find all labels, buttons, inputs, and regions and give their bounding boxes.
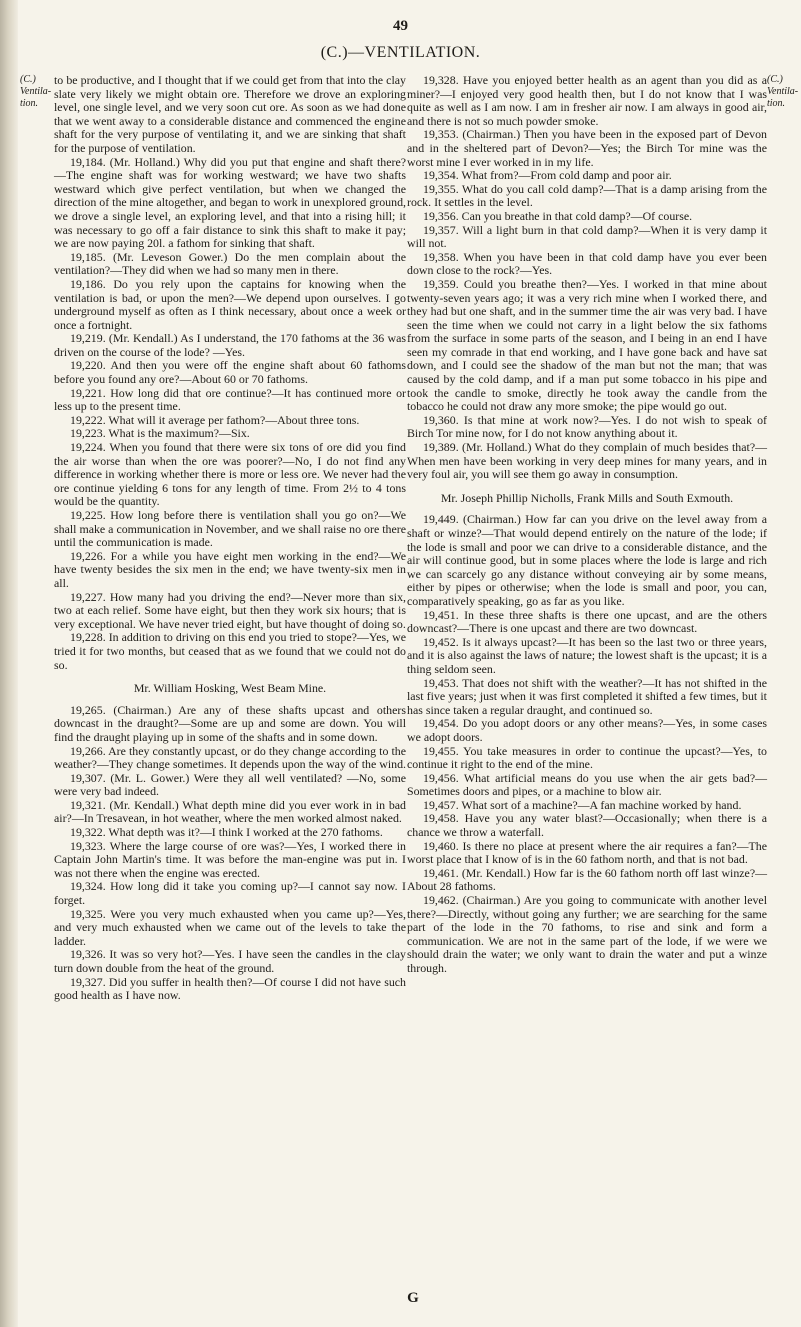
- paragraph: 19,355. What do you call cold damp?—That is a damp arising from the rock. It settles in the level.: [407, 181, 767, 210]
- paragraph: 19,219. (Mr. Kendall.) As I understand, the 170 fathoms at the 36 was driven on the course of the lode? —Yes.: [54, 331, 406, 359]
- paragraph: 19,185. (Mr. Leveson Gower.) Do the men complain about the ventilation?—They did when we had so many men in there.: [54, 249, 406, 278]
- margin-note-left-2: Ventila-: [20, 86, 52, 97]
- paragraph: 19,455. You take measures in order to continue the upcast?—Yes, to continue it right to the end of the mine.: [407, 743, 767, 772]
- paragraph: 19,353. (Chairman.) Then you have been in the exposed part of Devon and in the sheltered part of Devon?—Yes; the Birch Tor mine was the worst mine I ever worked in in my life.: [407, 127, 767, 169]
- margin-note-right-3: tion.: [767, 98, 786, 109]
- paragraph: 19,322. What depth was it?—I think I worked at the 270 fathoms.: [70, 825, 383, 840]
- paragraph: 19,354. What from?—From cold damp and poor air.: [423, 168, 672, 183]
- paragraph: 19,462. (Chairman.) Are you going to communicate with another level there?—Directly, without going any further; we are searching for the same part of the lode in the 70 fathoms, to rise and sink and form a communication. We are not in the same part of the lode, if we were we should drain the water; we only want to drain the water and put a winze through.: [407, 893, 767, 975]
- right-column: [407, 74, 767, 976]
- paragraph: 19,186. Do you rely upon the captains for knowing when the ventilation is bad, or upon the men?—We depend upon ourselves. I go underground myself as often as I think necessary, about once a week or once a fortnight.: [54, 276, 406, 332]
- paragraph: 19,356. Can you breathe in that cold damp?—Of course.: [423, 208, 693, 223]
- paragraph: 19,453. That does not shift with the weather?—It has not shifted in the last five years; just when it was first completed it shifted a few times, but it has since taken a regular draught, and continued so.: [407, 675, 767, 717]
- paragraph: 19,359. Could you breathe then?—Yes. I worked in that mine about twenty-seven years ago; it was a very rich mine when I worked there, and they had but one shaft, and in the summer time the air was very bad. I have seen the time when we could not carry in a light below the six fathoms from the surface in some parts of the season, and I being in an end I have seen my comrade in that end working, and I have gone back and have sat down, and I could see the shadow of the man but not the man; that was caused by the cold damp, and if a man put some tobacco in his pipe and took the candle to smoke, directly he took away the candle from the tobacco he could not draw any more smoke; the pipe would go out.: [407, 276, 767, 414]
- paragraph: 19,456. What artificial means do you use when the air gets bad?—Sometimes doors and pipes, or a machine to blow air.: [407, 770, 767, 799]
- page-number: 49: [393, 18, 408, 34]
- paragraph: 19,358. When you have been in that cold damp have you ever been down close to the rock?—Yes.: [407, 249, 767, 278]
- paragraph: 19,460. Is there no place at present where the air requires a fan?—The worst place that I know of is in the 60 fathom north, and that is not bad.: [407, 838, 767, 867]
- paragraph: 19,265. (Chairman.) Are any of these shafts upcast and others downcast in the draught?—Some are up and some are down. You will find the draught playing up in some of the shafts and in some down.: [54, 702, 406, 744]
- margin-note-left-3: tion.: [20, 98, 39, 109]
- paragraph: 19,457. What sort of a machine?—A fan machine worked by hand.: [423, 797, 742, 812]
- paragraph: 19,449. (Chairman.) How far can you drive on the level away from a shaft or winze?—That would depend entirely on the nature of the lode; if the lode is small and poor we can drive to a considerable distance, and the air will continue good, but in some places where the lode is large and rich we can scarcely go any distance without conveying air by some means, either by pipes or otherwise; when the lode is small and poor, you can, comparatively speaking, go as far as you like.: [407, 512, 767, 608]
- paragraph: to be productive, and I thought that if we could get from that into the clay slate very likely we might obtain ore. Therefore we drove an exploring level, one single level, and we very soon cut ore. As soon as we had done that we went away to a considerable distance and commenced the engine shaft for the very purpose of ventilating it, and we are sinking that shaft for the purpose of ventilation.: [54, 73, 406, 155]
- paragraph: 19,451. In these three shafts is there one upcast, and are the others downcast?—There is one upcast and there are two downcast.: [407, 607, 767, 636]
- paragraph: 19,227. How many had you driving the end?—Never more than six, two at each relief. Some have eight, but then they work six hours; that is very exceptional. We have never tried eight, but have thought of doing so.: [54, 589, 406, 631]
- paragraph: 19,324. How long did it take you coming up?—I cannot say now. I forget.: [54, 879, 406, 908]
- paragraph: 19,221. How long did that ore continue?—It has continued more or less up to the present time.: [54, 385, 406, 414]
- paragraph: 19,323. Where the large course of ore was?—Yes, I worked there in Captain John Martin's time. It was before the man-engine was put in. I was not there when the engine was erected.: [54, 838, 406, 880]
- paragraph: 19,223. What is the maximum?—Six.: [70, 426, 250, 441]
- paragraph: 19,222. What will it average per fathom?—About three tons.: [70, 412, 360, 427]
- left-column: [54, 74, 406, 1003]
- witness-heading: Mr. Joseph Phillip Nicholls, Frank Mills and South Exmouth.: [440, 490, 734, 505]
- margin-note-right-1: (C.): [767, 74, 783, 85]
- paragraph: 19,220. And then you were off the engine shaft about 60 fathoms before you found any ore?—About 60 or 70 fathoms.: [54, 358, 406, 387]
- paragraph: 19,225. How long before there is ventilation shall you go on?—We shall make a communication in November, and we shall raise no ore there until the communication is made.: [54, 508, 406, 550]
- paragraph: 19,452. Is it always upcast?—It has been so the last two or three years, and it is also against the laws of nature; the lowest shaft is the upcast; it is a thing seldom seen.: [407, 634, 767, 676]
- paragraph: 19,326. It was so very hot?—Yes. I have seen the candles in the clay turn down double from the heat of the ground.: [54, 947, 406, 975]
- paragraph: 19,226. For a while you have eight men working in the end?—We have twenty besides the six men in the end; we have twenty-six men in all.: [54, 548, 406, 590]
- page-title: (C.)—VENTILATION.: [320, 44, 481, 61]
- paragraph: 19,321. (Mr. Kendall.) What depth mine did you ever work in in bad air?—In Tresavean, in hot weather, where the men worked almost naked.: [54, 797, 406, 826]
- paragraph: 19,328. Have you enjoyed better health as an agent than you did as a miner?—I enjoyed very good health then, but I do not know that I was quite as well as I am now. I am in fresher air now. I am always in good air, and there is not so much powder smoke.: [407, 73, 767, 128]
- paragraph: 19,224. When you found that there were six tons of ore did you find the air worse than when the ore was poorer?—No, I do not find any difference in working whether there is more or less ore. We never had the ore continue yielding 6 tons for any length of time. From 2½ to 4 tons would be the quantity.: [54, 440, 406, 509]
- paragraph: 19,266. Are they constantly upcast, or do they change according to the weather?—They change sometimes. It depends upon the way of the wind.: [54, 743, 406, 772]
- paragraph: 19,458. Have you any water blast?—Occasionally; when there is a chance we throw a waterfall.: [407, 811, 767, 840]
- witness-heading: Mr. William Hosking, West Beam Mine.: [133, 681, 327, 696]
- paragraph: 19,357. Will a light burn in that cold damp?—When it is very damp it will not.: [407, 222, 767, 251]
- paragraph: 19,307. (Mr. L. Gower.) Were they all well ventilated? —No, some were very bad indeed.: [54, 770, 406, 799]
- paragraph: 19,184. (Mr. Holland.) Why did you put that engine and shaft there?—The engine shaft was for working westward; we have two shafts westward which give perfect ventilation, but when we changed the direction of the mine altogether, and began to work in unexplored ground, we drove a single level, an exploring level, and that into a rising hill; it was necessary to go off a fair distance to sink this shaft to make it pay; we are now paying 20l. a fathom for sinking that shaft.: [54, 154, 406, 251]
- paragraph: 19,325. Were you very much exhausted when you came up?—Yes, and very much exhausted when we came out of the levels to take the ladder.: [54, 906, 406, 948]
- page-binding-edge: [0, 0, 18, 1327]
- paragraph: 19,360. Is that mine at work now?—Yes. I do not wish to speak of Birch Tor mine now, for I do not know anything about it.: [407, 412, 767, 441]
- paragraph: 19,327. Did you suffer in health then?—Of course I did not have such good health as I have now.: [54, 974, 406, 1003]
- margin-note-left-1: (C.): [20, 74, 36, 85]
- margin-note-right-2: Ventila-: [767, 86, 799, 97]
- paragraph: 19,389. (Mr. Holland.) What do they complain of much besides that?—When men have been working in very deep mines for many years, and in very foul air, you will see them go away in consumption.: [407, 440, 767, 482]
- paragraph: 19,461. (Mr. Kendall.) How far is the 60 fathom north off last winze?—About 28 fathoms.: [407, 865, 767, 894]
- signature-mark: G: [407, 1290, 419, 1306]
- paragraph: 19,228. In addition to driving on this end you tried to stope?—Yes, we tried it for two months, but ceased that as we found that we could not do so.: [54, 630, 406, 672]
- paragraph: 19,454. Do you adopt doors or any other means?—Yes, in some cases we adopt doors.: [407, 716, 767, 744]
